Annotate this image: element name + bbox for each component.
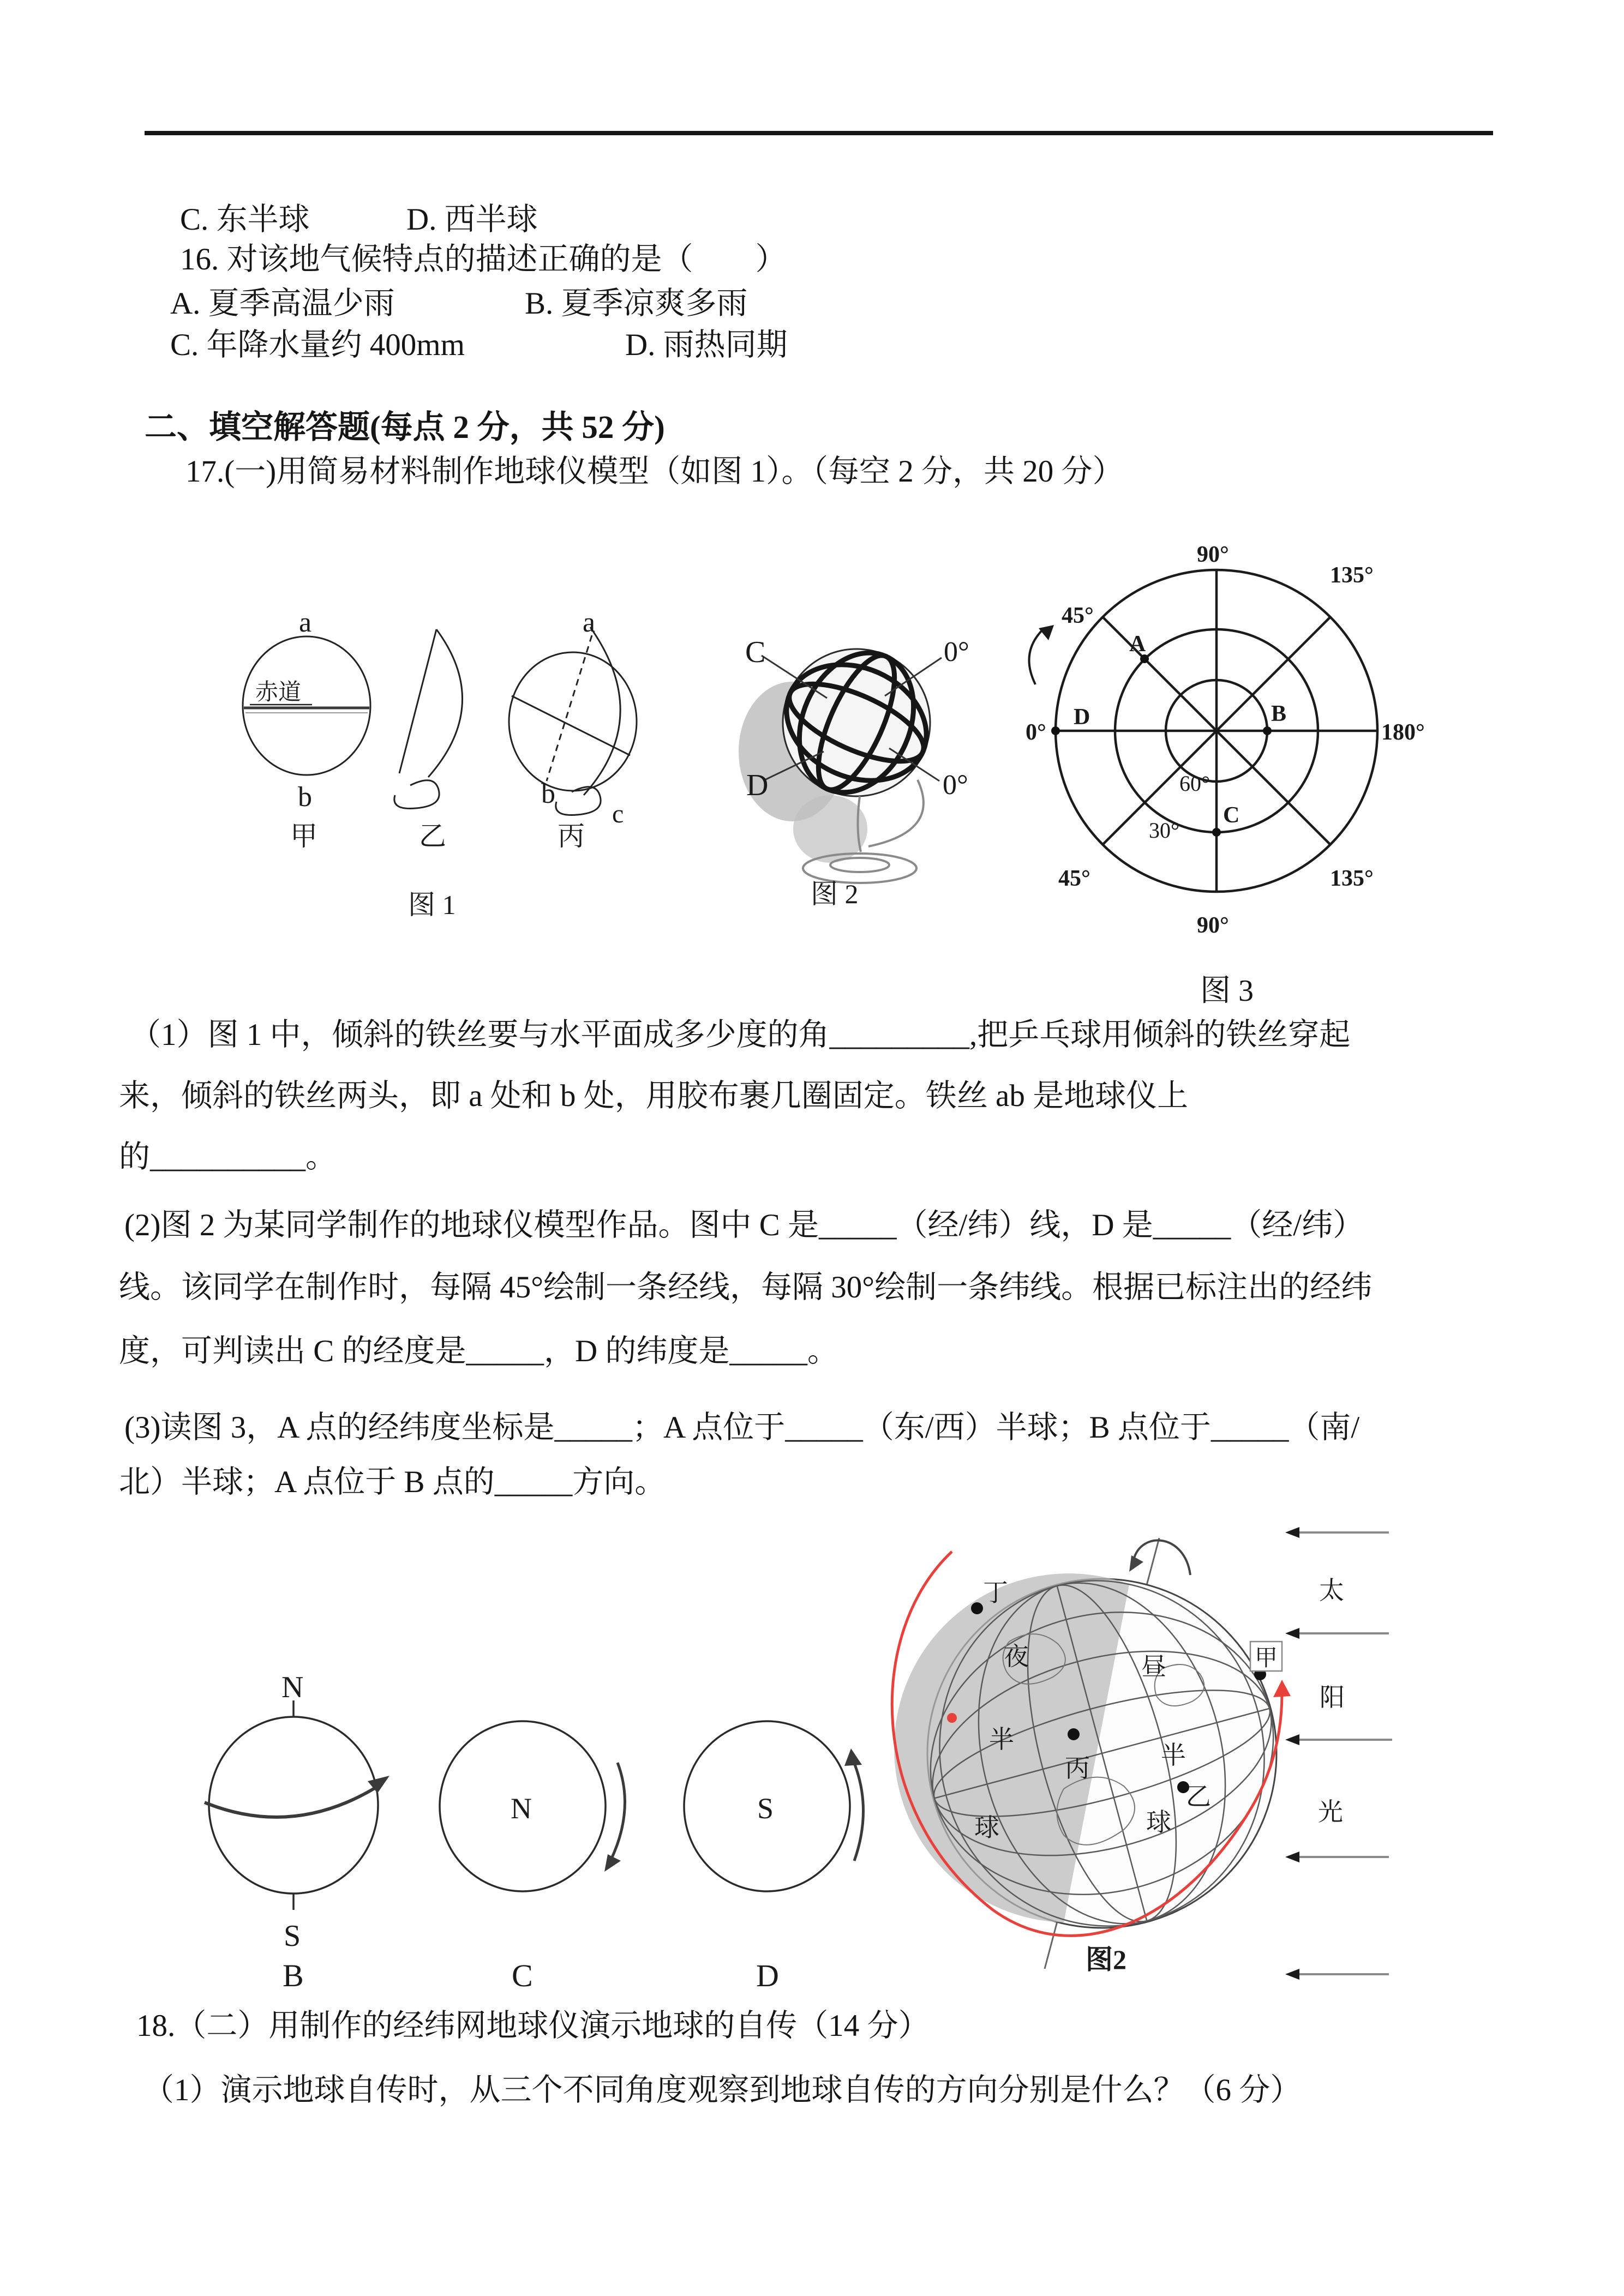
night-ban-label: 半 [989, 1726, 1014, 1753]
day-night-globe-caption: 图2 [1086, 1944, 1126, 1975]
figure-1-globe-sketches [207, 589, 726, 938]
circle-d-label: D [756, 1958, 779, 1993]
day-ban-label: 半 [1161, 1741, 1186, 1769]
fig3-90-bottom: 90° [1197, 913, 1229, 938]
yi-name-label: 乙 [419, 821, 446, 851]
rotation-arrow [1029, 625, 1054, 684]
sun-ray-arrowheads [1285, 1527, 1299, 1980]
fig3-135-br: 135° [1330, 866, 1374, 891]
night-qiu-label: 球 [974, 1814, 999, 1842]
question-16: 16. 对该地气候特点的描述正确的是（ ） [180, 242, 787, 277]
option-15d: D. 西半球 [406, 202, 538, 237]
question-17: 17.(一)用简易材料制作地球仪模型（如图 1）。（每空 2 分，共 20 分） [185, 454, 1124, 489]
fig2-0deg-top-label: 0° [944, 636, 969, 668]
jia-a-label: a [299, 607, 312, 638]
figure-3-polar-grid [1026, 524, 1457, 949]
bing-a-label: a [583, 607, 596, 638]
circle-d-s-label: S [757, 1792, 774, 1825]
jia-equator-label: 赤道 [255, 680, 302, 705]
fig3-45-tl: 45° [1062, 603, 1094, 628]
figure-day-night-globe [900, 1505, 1624, 1996]
figure-3-caption: 图 3 [1200, 974, 1254, 1008]
figure-2-caption: 图 2 [811, 879, 859, 909]
q17-p3-line1: (3)读图 3，A 点的经纬度坐标是_____；A 点位于_____（东/西）半球；B 点位于_____（南/ [124, 1410, 1360, 1445]
circle-c-label: C [512, 1958, 533, 1993]
q17-p2-line1: (2)图 2 为某同学制作的地球仪模型作品。图中 C 是_____（经/纬）线，D 是_____（经/纬） [124, 1208, 1364, 1242]
question-18-sub1: （1）演示地球自传时，从三个不同角度观察到地球自传的方向分别是什么？（6 分） [143, 2073, 1302, 2107]
fig3-0-left: 0° [1026, 720, 1046, 745]
fig3-60-label: 60° [1179, 771, 1210, 796]
sun-guang-label: 光 [1318, 1798, 1343, 1826]
option-16b: B. 夏季凉爽多雨 [525, 286, 748, 321]
figure-1-caption: 图 1 [408, 889, 456, 920]
circle-c-n-label: N [511, 1792, 532, 1825]
sun-tai-label: 太 [1319, 1577, 1344, 1604]
jia-name-label: 甲 [290, 821, 317, 851]
option-16d: D. 雨热同期 [625, 328, 788, 362]
day-zhou-label: 昼 [1141, 1653, 1166, 1681]
bing-b-label: b [541, 778, 555, 809]
jia-b-label: b [298, 782, 312, 813]
figure-rotation-views [191, 1647, 900, 1996]
sketch-bing [509, 627, 637, 815]
top-rule [145, 131, 1493, 135]
option-15c: C. 东半球 [180, 202, 310, 237]
point-yi-label: 乙 [1186, 1783, 1211, 1811]
fig3-point-c: C [1223, 803, 1240, 828]
fig3-point-b: B [1271, 701, 1287, 726]
option-16c: C. 年降水量约 400mm [170, 328, 465, 362]
fig3-point-d: D [1074, 705, 1090, 730]
bing-name-label: 丙 [558, 821, 585, 851]
q17-p1-line1: （1）图 1 中，倾斜的铁丝要与水平面成多少度的角_________,把乒乓球用倾斜的铁丝穿起 [130, 1018, 1351, 1052]
fig3-30-label: 30° [1149, 818, 1179, 843]
question-18: 18.（二）用制作的经纬网地球仪演示地球的自传（14 分） [136, 2009, 930, 2043]
fig3-180-right: 180° [1381, 720, 1425, 745]
circle-c-view [440, 1721, 625, 1891]
bing-c-label: c [612, 800, 624, 828]
section-heading: 二、填空解答题(每点 2 分，共 52 分) [145, 409, 665, 445]
pole-rotation-arrow [1129, 1540, 1190, 1575]
grid-radials [1056, 570, 1377, 892]
sketch-jia [243, 636, 370, 775]
q17-p1-line2: 来，倾斜的铁丝两头，即 a 处和 b 处，用胶布裹几圈固定。铁丝 ab 是地球仪上 [119, 1079, 1189, 1113]
fig3-135-tr: 135° [1330, 563, 1374, 588]
circle-b-label: B [283, 1958, 304, 1993]
figure-2-globe-model [704, 600, 1009, 916]
q17-p3-line2: 北）半球；A 点位于 B 点的_____方向。 [119, 1465, 666, 1499]
circle-d-view [684, 1721, 864, 1891]
fig2-c-label: C [745, 635, 766, 669]
fig2-d-label: D [746, 768, 769, 802]
circle-b-s-label: S [284, 1919, 301, 1953]
q17-p2-line2: 线。该同学在制作时，每隔 45°绘制一条经线，每隔 30°绘制一条纬线。根据已标注出的经纬 [119, 1270, 1373, 1305]
q17-p2-line3: 度，可判读出 C 的经度是_____，D 的纬度是_____。 [119, 1334, 838, 1368]
point-jia-label: 甲 [1255, 1646, 1278, 1671]
fig3-90-top: 90° [1197, 542, 1229, 567]
night-ye-label: 夜 [1004, 1643, 1029, 1670]
q17-p1-line3: 的__________。 [119, 1140, 337, 1174]
sun-rays [1285, 1527, 1392, 1980]
wireframe-globe [890, 1541, 1315, 1966]
fig3-point-a: A [1129, 632, 1146, 657]
fig3-45-bl: 45° [1058, 866, 1090, 891]
option-16a: A. 夏季高温少雨 [170, 286, 395, 321]
circle-b-n-label: N [281, 1670, 304, 1704]
sun-yang-label: 阳 [1320, 1684, 1345, 1711]
fig2-0deg-bottom-label: 0° [943, 770, 968, 801]
sketch-yi [394, 629, 463, 809]
point-bing-label: 丙 [1065, 1754, 1090, 1782]
point-ding-label: 丁 [983, 1579, 1008, 1607]
circle-b-view [205, 1700, 389, 1910]
day-qiu-label: 球 [1146, 1808, 1171, 1836]
